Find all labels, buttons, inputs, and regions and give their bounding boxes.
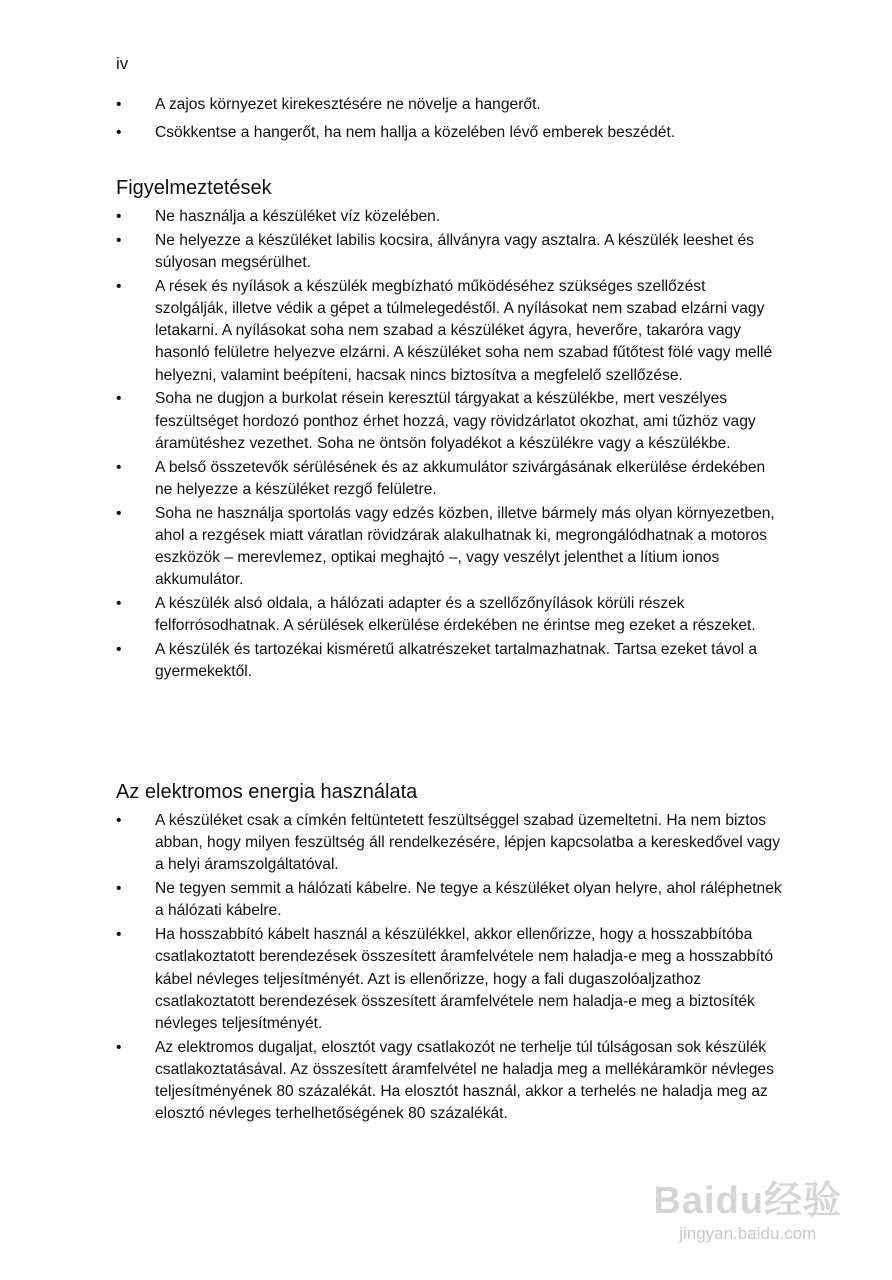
watermark-site: jingyan.baidu.com [679, 1224, 817, 1243]
bullet-icon: • [116, 96, 122, 113]
intro-list [0, 94, 892, 146]
bullet-icon: • [116, 641, 122, 659]
watermark-brand: Baidu经验 [653, 1180, 842, 1222]
bullet-icon: • [116, 277, 122, 295]
list-item: • Soha ne használja sportolás vagy edzés közben, illetve bármely más olyan környezetben, ahol a rezgések miatt váratlan rövidzárak alakulhatnak ki, megrongálódhatnak a motoros eszközök – merevlemez, optikai meghajtó –, vagy veszélyt jelenthet a lítium ionos akkumulátor. [116, 504, 775, 589]
bullet-icon: • [116, 458, 122, 476]
section-title-power: Az elektromos energia használata [116, 781, 418, 803]
list-item: • A készüléket csak a címkén feltüntetett feszültséggel szabad üzemeltetni. Ha nem biztos abban, hogy milyen feszültség áll rendelkezésére, lépjen kapcsolatba a kereskedővel vagy a helyi áramszolgáltatóval. [116, 812, 780, 874]
bullet-icon: • [116, 231, 122, 249]
list-item: • Soha ne dugjon a burkolat résein keresztül tárgyakat a készülékbe, mert veszélyes feszültséget hordozó ponthoz érhet hozzá, vagy rövidzárlatot okozhat, ami tűzhöz vagy áramütéshez vezethet. Soha ne öntsön folyadékot a készülékre vagy a készülékbe. [116, 390, 756, 452]
list-item: • A készülék alsó oldala, a hálózati adapter és a szellőzőnyílások körüli részek felforrósodhatnak. A sérülések elkerülése érdekében ne érintse meg ezeket a részeket. [116, 595, 756, 635]
page-number: iv [116, 54, 129, 73]
bullet-icon: • [116, 926, 122, 944]
bullet-icon: • [116, 124, 122, 142]
watermark [653, 1169, 842, 1244]
list-item: • Az elektromos dugaljat, elosztót vagy csatlakozót ne terhelje túl túlságosan sok készülék csatlakoztatásával. Az összesített áramfelvétel ne haladja meg a mellékáramkör névleges teljesítményének 80 százalékát. Ha elosztót használ, akkor a terhelés ne haladja meg az elosztó névleges terhelhetőségének 80 százalékát. [116, 1038, 774, 1123]
bullet-icon: • [116, 208, 122, 225]
warnings-list [0, 206, 892, 685]
bullet-icon: • [116, 504, 122, 522]
bullet-icon: • [116, 1038, 122, 1056]
power-list [0, 810, 892, 1127]
bullet-icon: • [116, 812, 122, 829]
bullet-icon: • [116, 595, 122, 613]
bullet-icon: • [116, 880, 122, 898]
list-item: • A rések és nyílások a készülék megbízható működéséhez szükséges szellőzést szolgálják, illetve védik a gépet a túlmelegedéstől. A nyílásokat nem szabad elzárni vagy letakarni. A nyílásokat soha nem szabad a készüléket ágyra, heverőre, takaróra vagy hasonló felületre helyezve elzárni. A készüléket soha nem szabad fűtőtest fölé vagy mellé helyezni, valamint beépíteni, hacsak nincs biztosítva a megfelelő szellőzése. [116, 277, 773, 384]
list-item: • A zajos környezet kirekesztésére ne növelje a hangerőt. [0, 94, 892, 116]
list-item: • Csökkentse a hangerőt, ha nem hallja a közelében lévő emberek beszédét. [0, 122, 892, 144]
list-item: • Ne használja a készüléket víz közelében. [0, 206, 892, 228]
section-title-warnings: Figyelmeztetések [116, 177, 272, 199]
list-item: • Ne helyezze a készüléket labilis kocsira, állványra vagy asztalra. A készülék leeshet és súlyosan megsérülhet. [116, 231, 754, 271]
list-item: • Ha hosszabbító kábelt használ a készülékkel, akkor ellenőrizze, hogy a hosszabbítóba csatlakoztatott berendezések összesített áramfelvétele nem haladja-e meg a hosszabbító kábel névleges teljesítményét. Azt is ellenőrizze, hogy a fali dugaszolóaljzathoz csatlakoztatott berendezések összesített áramfelvétele nem haladja-e meg a biztosíték névleges teljesítményét. [116, 926, 774, 1033]
list-item: • A belső összetevők sérülésének és az akkumulátor szivárgásának elkerülése érdekében ne helyezze a készüléket rezgő felületre. [116, 458, 766, 498]
list-item: • Ne tegyen semmit a hálózati kábelre. Ne tegye a készüléket olyan helyre, ahol ráléphetnek a hálózati kábelre. [116, 880, 782, 920]
list-item: • A készülék és tartozékai kisméretű alkatrészeket tartalmazhatnak. Tartsa ezeket távol a gyermekektől. [116, 641, 758, 681]
bullet-icon: • [116, 390, 122, 408]
